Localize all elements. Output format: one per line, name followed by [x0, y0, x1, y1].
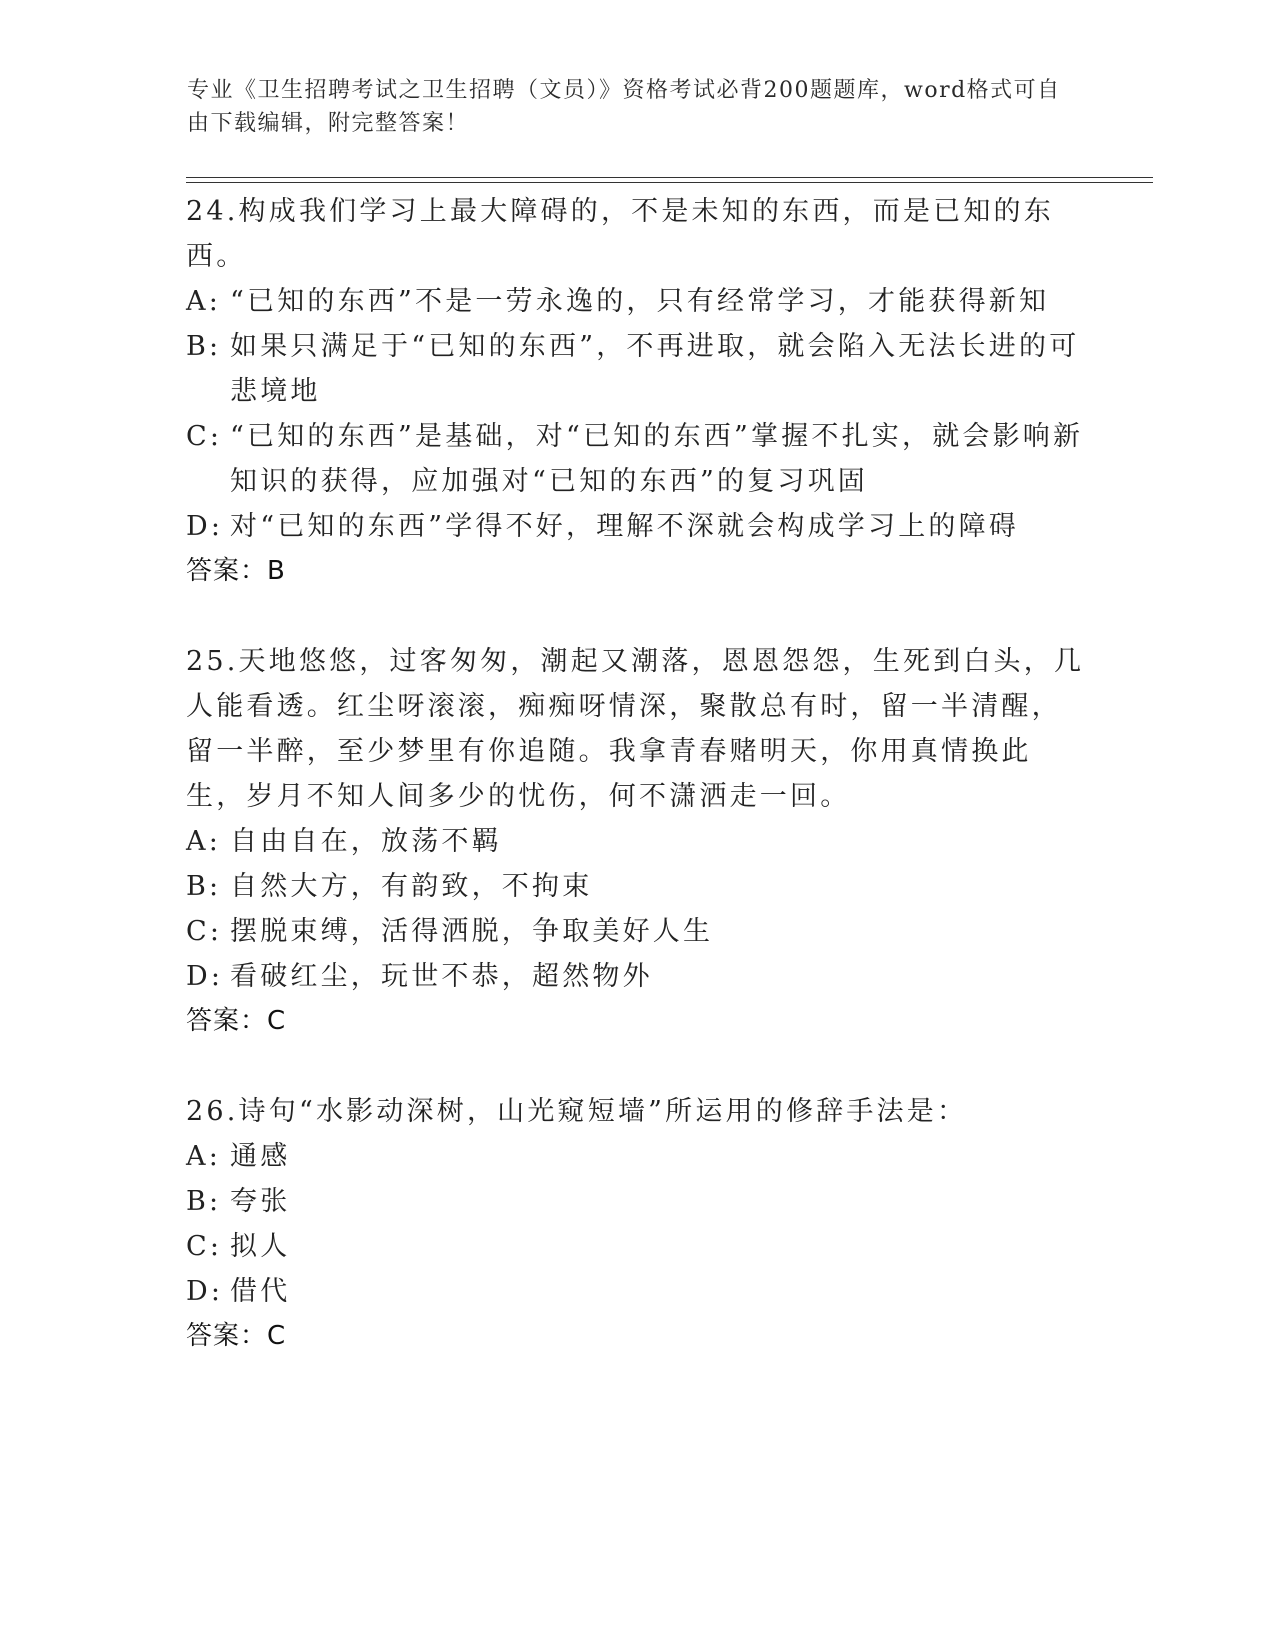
- option-b: [186, 1179, 1086, 1224]
- question-26: [186, 1089, 1086, 1359]
- answer-label: 答案：C: [186, 1006, 287, 1036]
- question-stem: 24.构成我们学习上最大障碍的，不是未知的东西，而是已知的东西。: [186, 196, 1054, 272]
- option-letter: A:: [186, 286, 221, 317]
- option-letter: A:: [186, 826, 221, 857]
- option-letter: D:: [186, 511, 224, 542]
- option-letter: D:: [186, 1276, 224, 1307]
- option-a: [186, 1134, 1086, 1179]
- question-list: [186, 189, 1086, 1404]
- option-text: “已知的东西”是基础，对“已知的东西”掌握不扎实，就会影响新知识的获得，应加强对“已知的东西”的复习巩固: [230, 421, 1084, 497]
- option-c: [186, 909, 1086, 954]
- option-text: “已知的东西”不是一劳永逸的，只有经常学习，才能获得新知: [230, 286, 1050, 317]
- option-a: [186, 819, 1086, 864]
- option-letter: C:: [186, 1231, 223, 1262]
- option-letter: A:: [186, 1141, 221, 1172]
- option-text: 夸张: [230, 1186, 291, 1217]
- option-c: [186, 414, 1086, 504]
- option-text: 自由自在，放荡不羁: [230, 826, 502, 857]
- option-c: [186, 1224, 1086, 1269]
- option-b: [186, 324, 1086, 414]
- document-header: 专业《卫生招聘考试之卫生招聘（文员）》资格考试必背200题题库，word格式可自由下载编辑，附完整答案！: [187, 78, 1061, 136]
- option-text: 通感: [230, 1141, 291, 1172]
- question-25: [186, 639, 1086, 1044]
- question-stem: 26.诗句“水影动深树，山光窥短墙”所运用的修辞手法是：: [186, 1096, 968, 1127]
- option-letter: B:: [186, 1186, 222, 1217]
- option-d: [186, 504, 1086, 549]
- answer-label: 答案：B: [186, 556, 286, 586]
- option-d: [186, 1269, 1086, 1314]
- option-letter: C:: [186, 916, 223, 947]
- header-divider-bottom: [186, 182, 1153, 183]
- option-letter: D:: [186, 961, 224, 992]
- option-letter: B:: [186, 331, 222, 362]
- option-text: 摆脱束缚，活得洒脱，争取美好人生: [230, 916, 714, 947]
- option-letter: B:: [186, 871, 222, 902]
- option-text: 对“已知的东西”学得不好，理解不深就会构成学习上的障碍: [230, 511, 1020, 542]
- option-a: [186, 279, 1086, 324]
- option-text: 拟人: [230, 1231, 291, 1262]
- header-divider-top: [186, 177, 1153, 178]
- option-text: 自然大方，有韵致，不拘束: [230, 871, 593, 902]
- question-stem: 25.天地悠悠，过客匆匆，潮起又潮落，恩恩怨怨，生死到白头，几人能看透。红尘呀滚滚，痴痴呀情深，聚散总有时，留一半清醒，留一半醉，至少梦里有你追随。我拿青春赌明天，你用真情换此生，岁月不知人间多少的忧伤，何不潇洒走一回。: [186, 646, 1085, 812]
- option-d: [186, 954, 1086, 999]
- option-letter: C:: [186, 421, 223, 452]
- option-text: 看破红尘，玩世不恭，超然物外: [230, 961, 653, 992]
- option-text: 如果只满足于“已知的东西”，不再进取，就会陷入无法长进的可悲境地: [230, 331, 1080, 407]
- question-24: [186, 189, 1086, 594]
- option-text: 借代: [230, 1276, 291, 1307]
- option-b: [186, 864, 1086, 909]
- answer-label: 答案：C: [186, 1321, 287, 1351]
